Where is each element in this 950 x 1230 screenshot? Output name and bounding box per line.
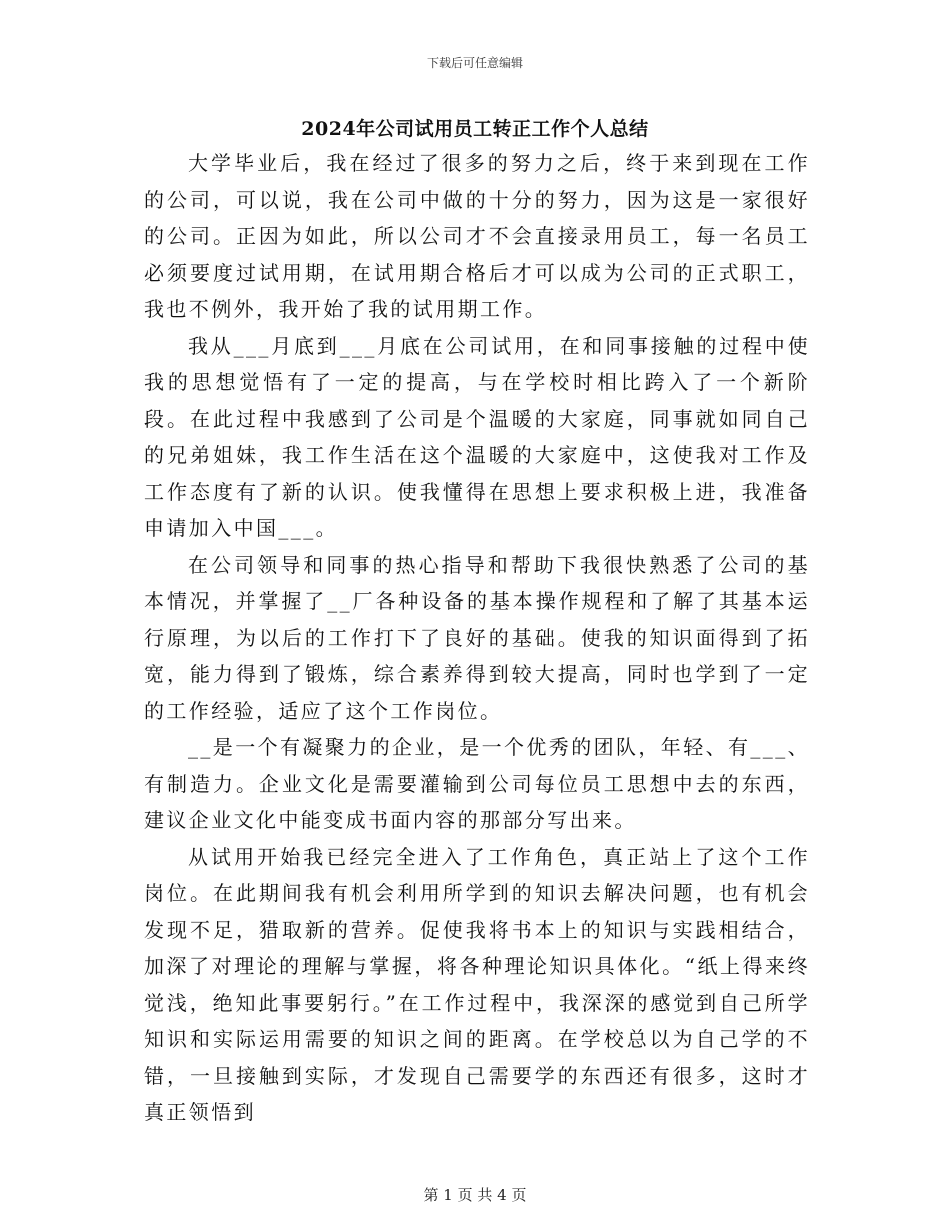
page-header-note: 下载后可任意编辑	[426, 56, 523, 70]
paragraph-2: 我从___月底到___月底在公司试用，在和同事接触的过程中使我的思想觉悟有了一定的提高，与在学校时相比跨入了一个新阶段。在此过程中我感到了公司是个温暖的大家庭，同事就如同自己的兄弟姐妹，我工作生活在这个温暖的大家庭中，这使我对工作及工作态度有了新的认识。使我懂得在思想上要求积极上进，我准备申请加入中国___。	[144, 333, 810, 540]
page-number: 第 1 页 共 4 页	[423, 1186, 527, 1204]
paragraph-5: 从试用开始我已经完全进入了工作角色，真正站上了这个工作岗位。在此期间我有机会利用所学到的知识去解决问题，也有机会发现不足，猎取新的营养。促使我将书本上的知识与实践相结合，加深了对理论的理解与掌握，将各种理论知识具体化。“纸上得来终觉浅，绝知此事要躬行。”在工作过程中，我深深的感觉到自己所学知识和实际运用需要的知识之间的距离。在学校总以为自己学的不错，一旦接触到实际，才发现自己需要学的东西还有很多，这时才真正领悟到	[144, 844, 810, 1124]
document-title: 2024年公司试用员工转正工作个人总结	[301, 118, 649, 140]
paragraph-1: 大学毕业后，我在经过了很多的努力之后，终于来到现在工作的公司，可以说，我在公司中做的十分的努力，因为这是一家很好的公司。正因为如此，所以公司才不会直接录用员工，每一名员工必须要度过试用期，在试用期合格后才可以成为公司的正式职工，我也不例外，我开始了我的试用期工作。	[144, 151, 810, 321]
document-body	[144, 145, 810, 1131]
paragraph-3: 在公司领导和同事的热心指导和帮助下我很快熟悉了公司的基本情况，并掌握了__厂各种设备的基本操作规程和了解了其基本运行原理，为以后的工作打下了良好的基础。使我的知识面得到了拓宽，能力得到了锻炼，综合素养得到较大提高，同时也学到了一定的工作经验，适应了这个工作岗位。	[144, 552, 810, 723]
paragraph-4: __是一个有凝聚力的企业，是一个优秀的团队，年轻、有___、有制造力。企业文化是需要灌输到公司每位员工思想中去的东西，建议企业文化中能变成书面内容的那部分写出来。	[144, 735, 810, 832]
